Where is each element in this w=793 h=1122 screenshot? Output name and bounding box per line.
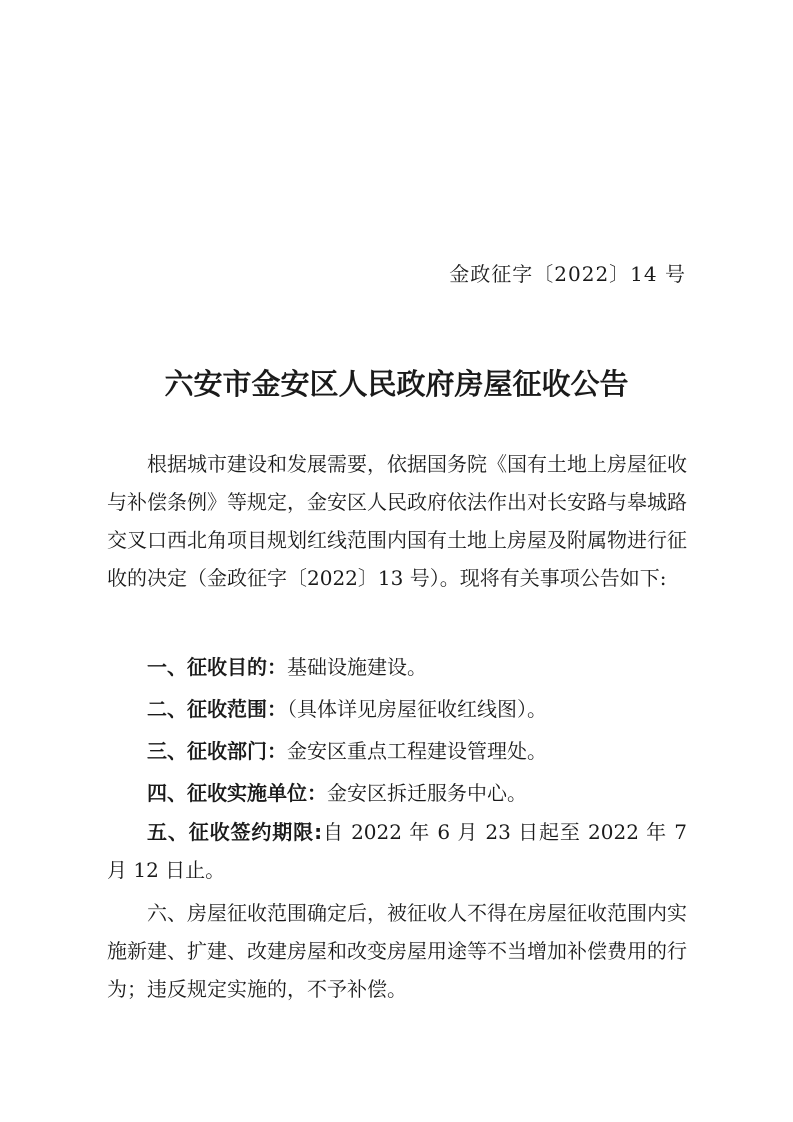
list-item bbox=[107, 774, 687, 812]
list-item bbox=[107, 648, 687, 686]
item-text: 自 2022 年 6 月 23 日起至 2022 年 7 月 12 日止。 bbox=[107, 820, 688, 882]
item-heading: 一、征收目的： bbox=[147, 655, 287, 679]
item-text: 基础设施建设。 bbox=[287, 655, 427, 679]
item-text: 金安区拆迁服务中心。 bbox=[327, 781, 527, 805]
intro-section bbox=[107, 445, 687, 597]
item-text: （具体详见房屋征收红线图）。 bbox=[287, 697, 547, 721]
list-item bbox=[107, 813, 687, 889]
item-scope bbox=[107, 690, 687, 728]
item-heading: 五、征收签约期限: bbox=[147, 820, 323, 844]
item-purpose bbox=[107, 648, 687, 686]
item-department bbox=[107, 732, 687, 770]
item-heading: 四、征收实施单位： bbox=[147, 781, 327, 805]
closing-paragraph: 六、房屋征收范围确定后，被征收人不得在房屋征收范围内实施新建、扩建、改建房屋和改变房屋用途等不当增加补偿费用的行为；违反规定实施的，不予补偿。 bbox=[107, 901, 687, 1001]
document-title: 六安市金安区人民政府房屋征收公告 bbox=[164, 367, 629, 401]
document-number: 金政征字〔2022〕14 号 bbox=[449, 262, 686, 286]
item-implementing-unit bbox=[107, 774, 687, 812]
item-text: 金安区重点工程建设管理处。 bbox=[287, 739, 547, 763]
item-heading: 二、征收范围： bbox=[147, 697, 287, 721]
item-signing-period bbox=[107, 813, 687, 889]
closing-section bbox=[107, 894, 687, 1008]
intro-paragraph: 根据城市建设和发展需要，依据国务院《国有土地上房屋征收与补偿条例》等规定，金安区人民政府依法作出对长安路与皋城路交叉口西北角项目规划红线范围内国有土地上房屋及附属物进行征收的决定（金政征字〔2022〕13 号）。现将有关事项公告如下: bbox=[107, 452, 687, 590]
list-item bbox=[107, 732, 687, 770]
list-item bbox=[107, 690, 687, 728]
item-heading: 三、征收部门： bbox=[147, 739, 287, 763]
